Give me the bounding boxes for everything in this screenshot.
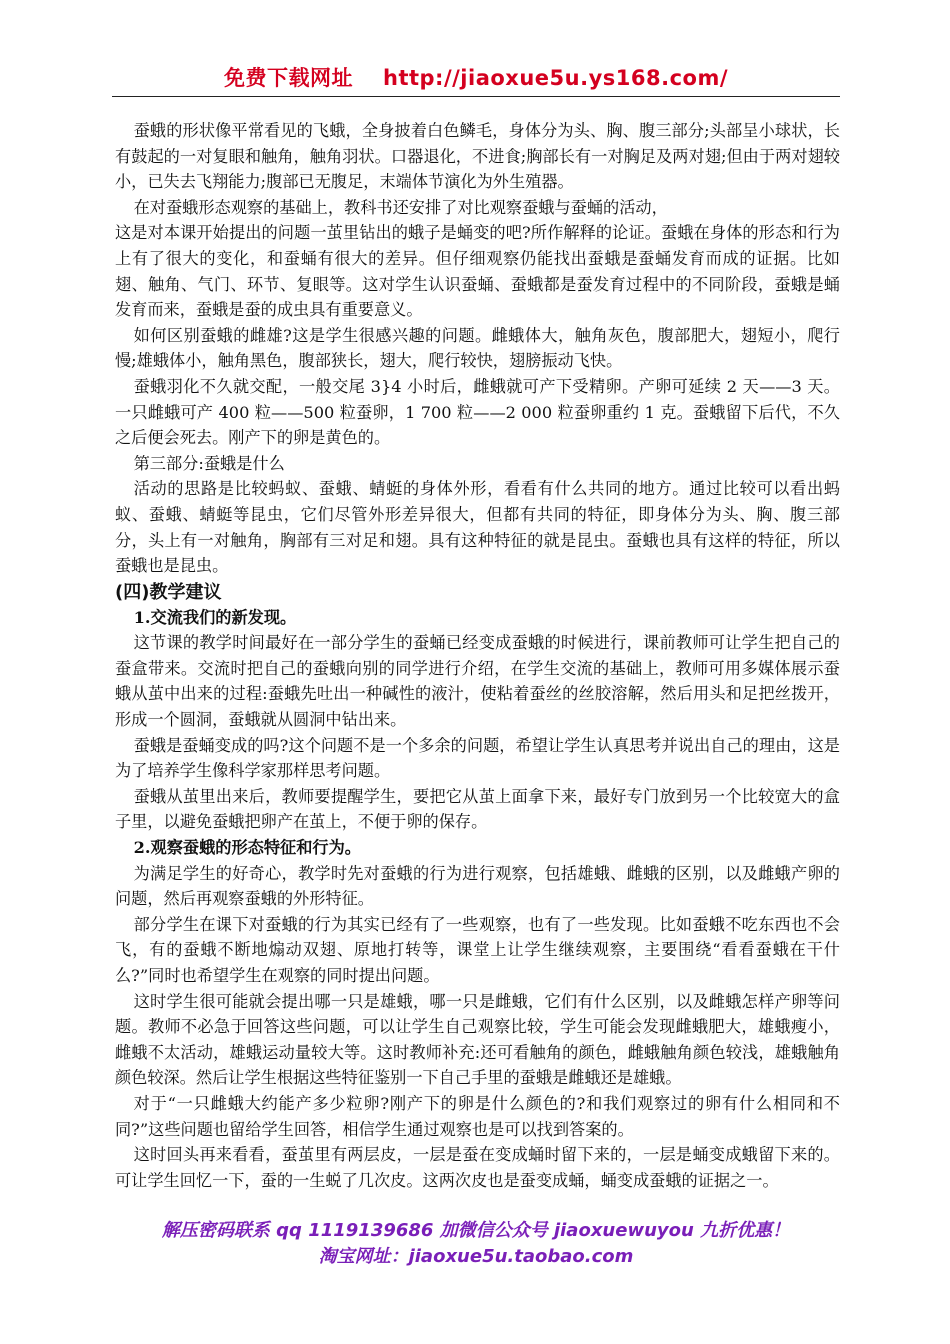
- paragraph: 这节课的教学时间最好在一部分学生的蚕蛹已经变成蚕蛾的时候进行，课前教师可让学生把自己的蚕盒带来。交流时把自己的蚕蛾向别的同学进行介绍，在学生交流的基础上，教师可用多媒体展示蚕蛾从茧中出来的过程:蚕蛾先吐出一种碱性的液汁，使粘着蚕丝的丝胶溶解，然后用头和足把丝拨开，形成一个圆洞，蚕蛾就从圆洞中钻出来。: [115, 633, 840, 730]
- footer-contact: 解压密码联系 qq 1119139686 加微信公众号 jiaoxuewuyou 九折优惠！: [161, 1220, 791, 1241]
- page-header: [112, 62, 840, 94]
- paragraph: 这时回头再来看看，蚕茧里有两层皮，一层是蚕在变成蛹时留下来的，一层是蛹变成蛾留下来的。可让学生回忆一下，蚕的一生蜕了几次皮。这两次皮也是蚕变成蛹，蛹变成蚕蛾的证据之一。: [115, 1145, 840, 1190]
- paragraph: 这是对本课开始提出的问题一茧里钻出的蛾子是蛹变的吧?所作解释的论证。蚕蛾在身体的形态和行为上有了很大的变化，和蚕蛹有很大的差异。但仔细观察仍能找出蚕蛾是蚕蛹发育而成的证据。比如翅、触角、气门、环节、复眼等。这对学生认识蚕蛹、蚕蛾都是蚕发育过程中的不同阶段，蚕蛾是蛹发育而来，蚕蛾是蚕的成虫具有重要意义。: [115, 223, 840, 320]
- footer-shop-url[interactable]: 淘宝网址：jiaoxue5u.taobao.com: [318, 1246, 634, 1267]
- paragraph: 蚕蛾是蚕蛹变成的吗?这个问题不是一个多余的问题，希望让学生认真思考并说出自己的理由，这是为了培养学生像科学家那样思考问题。: [115, 735, 840, 781]
- subheading: 2.观察蚕蛾的形态特征和行为。: [133, 838, 361, 858]
- paragraph: 这时学生很可能就会提出哪一只是雄蛾，哪一只是雌蛾，它们有什么区别，以及雌蛾怎样产卵等问题。教师不必急于回答这些问题，可以让学生自己观察比较，学生可能会发现雌蛾肥大，雄蛾瘦小，雌蛾不太活动，雄蛾运动量较大等。这时教师补充:还可看触角的颜色，雌蛾触角颜色较浅，雄蛾触角颜色较深。然后让学生根据这些特征鉴别一下自己手里的蚕蛾是雌蛾还是雄蛾。: [115, 991, 840, 1088]
- header-divider: [112, 96, 840, 97]
- paragraph: 对于“一只雌蛾大约能产多少粒卵?刚产下的卵是什么颜色的?和我们观察过的卵有什么相同和不同?”这些问题也留给学生回答，相信学生通过观察也是可以找到答案的。: [115, 1093, 840, 1139]
- paragraph: 蚕蛾的形状像平常看见的飞蛾，全身披着白色鳞毛，身体分为头、胸、腹三部分;头部呈小球状，长有鼓起的一对复眼和触角，触角羽状。口器退化，不进食;胸部长有一对胸足及两对翅;但由于两对翅较小，已失去飞翔能力;腹部已无腹足，末端体节演化为外生殖器。: [115, 121, 840, 192]
- page-footer: [112, 1218, 840, 1270]
- paragraph: 蚕蛾从茧里出来后，教师要提醒学生，要把它从茧上面拿下来，最好专门放到另一个比较宽大的盒子里，以避免蚕蛾把卵产在茧上，不便于卵的保存。: [115, 786, 840, 832]
- paragraph: 在对蚕蛾形态观察的基础上，教科书还安排了对比观察蚕蛾与蚕蛹的活动，: [133, 197, 668, 217]
- header-url[interactable]: http://jiaoxue5u.ys168.com/: [383, 66, 728, 90]
- paragraph: 活动的思路是比较蚂蚁、蚕蛾、蜻蜓的身体外形，看看有什么共同的地方。通过比较可以看出蚂蚁、蚕蛾、蜻蜓等昆虫，它们尽管外形差异很大，但都有共同的特征，即身体分为头、胸、腹三部分，头上有一对触角，胸部有三对足和翅。具有这种特征的就是昆虫。蚕蛾也具有这样的特征，所以蚕蛾也是昆虫。: [115, 479, 840, 576]
- subheading: 1.交流我们的新发现。: [133, 607, 297, 627]
- paragraph: 蚕蛾羽化不久就交配，一般交尾 3}4 小时后，雌蛾就可产下受精卵。产卵可延续 2 天——3 天。一只雌蛾可产 400 粒——500 粒蚕卵，1 700 粒——2 000 粒蚕卵重约 1 克。蚕蛾留下后代，不久之后便会死去。刚产下的卵是黄色的。: [115, 376, 840, 448]
- paragraph: 部分学生在课下对蚕蛾的行为其实已经有了一些观察，也有了一些发现。比如蚕蛾不吃东西也不会飞，有的蚕蛾不断地煽动双翅、原地打转等，课堂上让学生继续观察，主要围绕“看看蚕蛾在干什么?”同时也希望学生在观察的同时提出问题。: [115, 914, 840, 985]
- section-heading: (四)教学建议: [115, 581, 222, 603]
- paragraph: 第三部分:蚕蛾是什么: [133, 453, 285, 473]
- header-label: 免费下载网址: [224, 66, 353, 90]
- document-body: [115, 118, 840, 1193]
- paragraph: 如何区别蚕蛾的雌雄?这是学生很感兴趣的问题。雌蛾体大，触角灰色，腹部肥大，翅短小，爬行慢;雄蛾体小，触角黑色，腹部狭长，翅大，爬行较快，翅膀振动飞快。: [115, 325, 840, 371]
- paragraph: 为满足学生的好奇心，教学时先对蚕蛾的行为进行观察，包括雄蛾、雌蛾的区别，以及雌蛾产卵的问题，然后再观察蚕蛾的外形特征。: [115, 863, 840, 909]
